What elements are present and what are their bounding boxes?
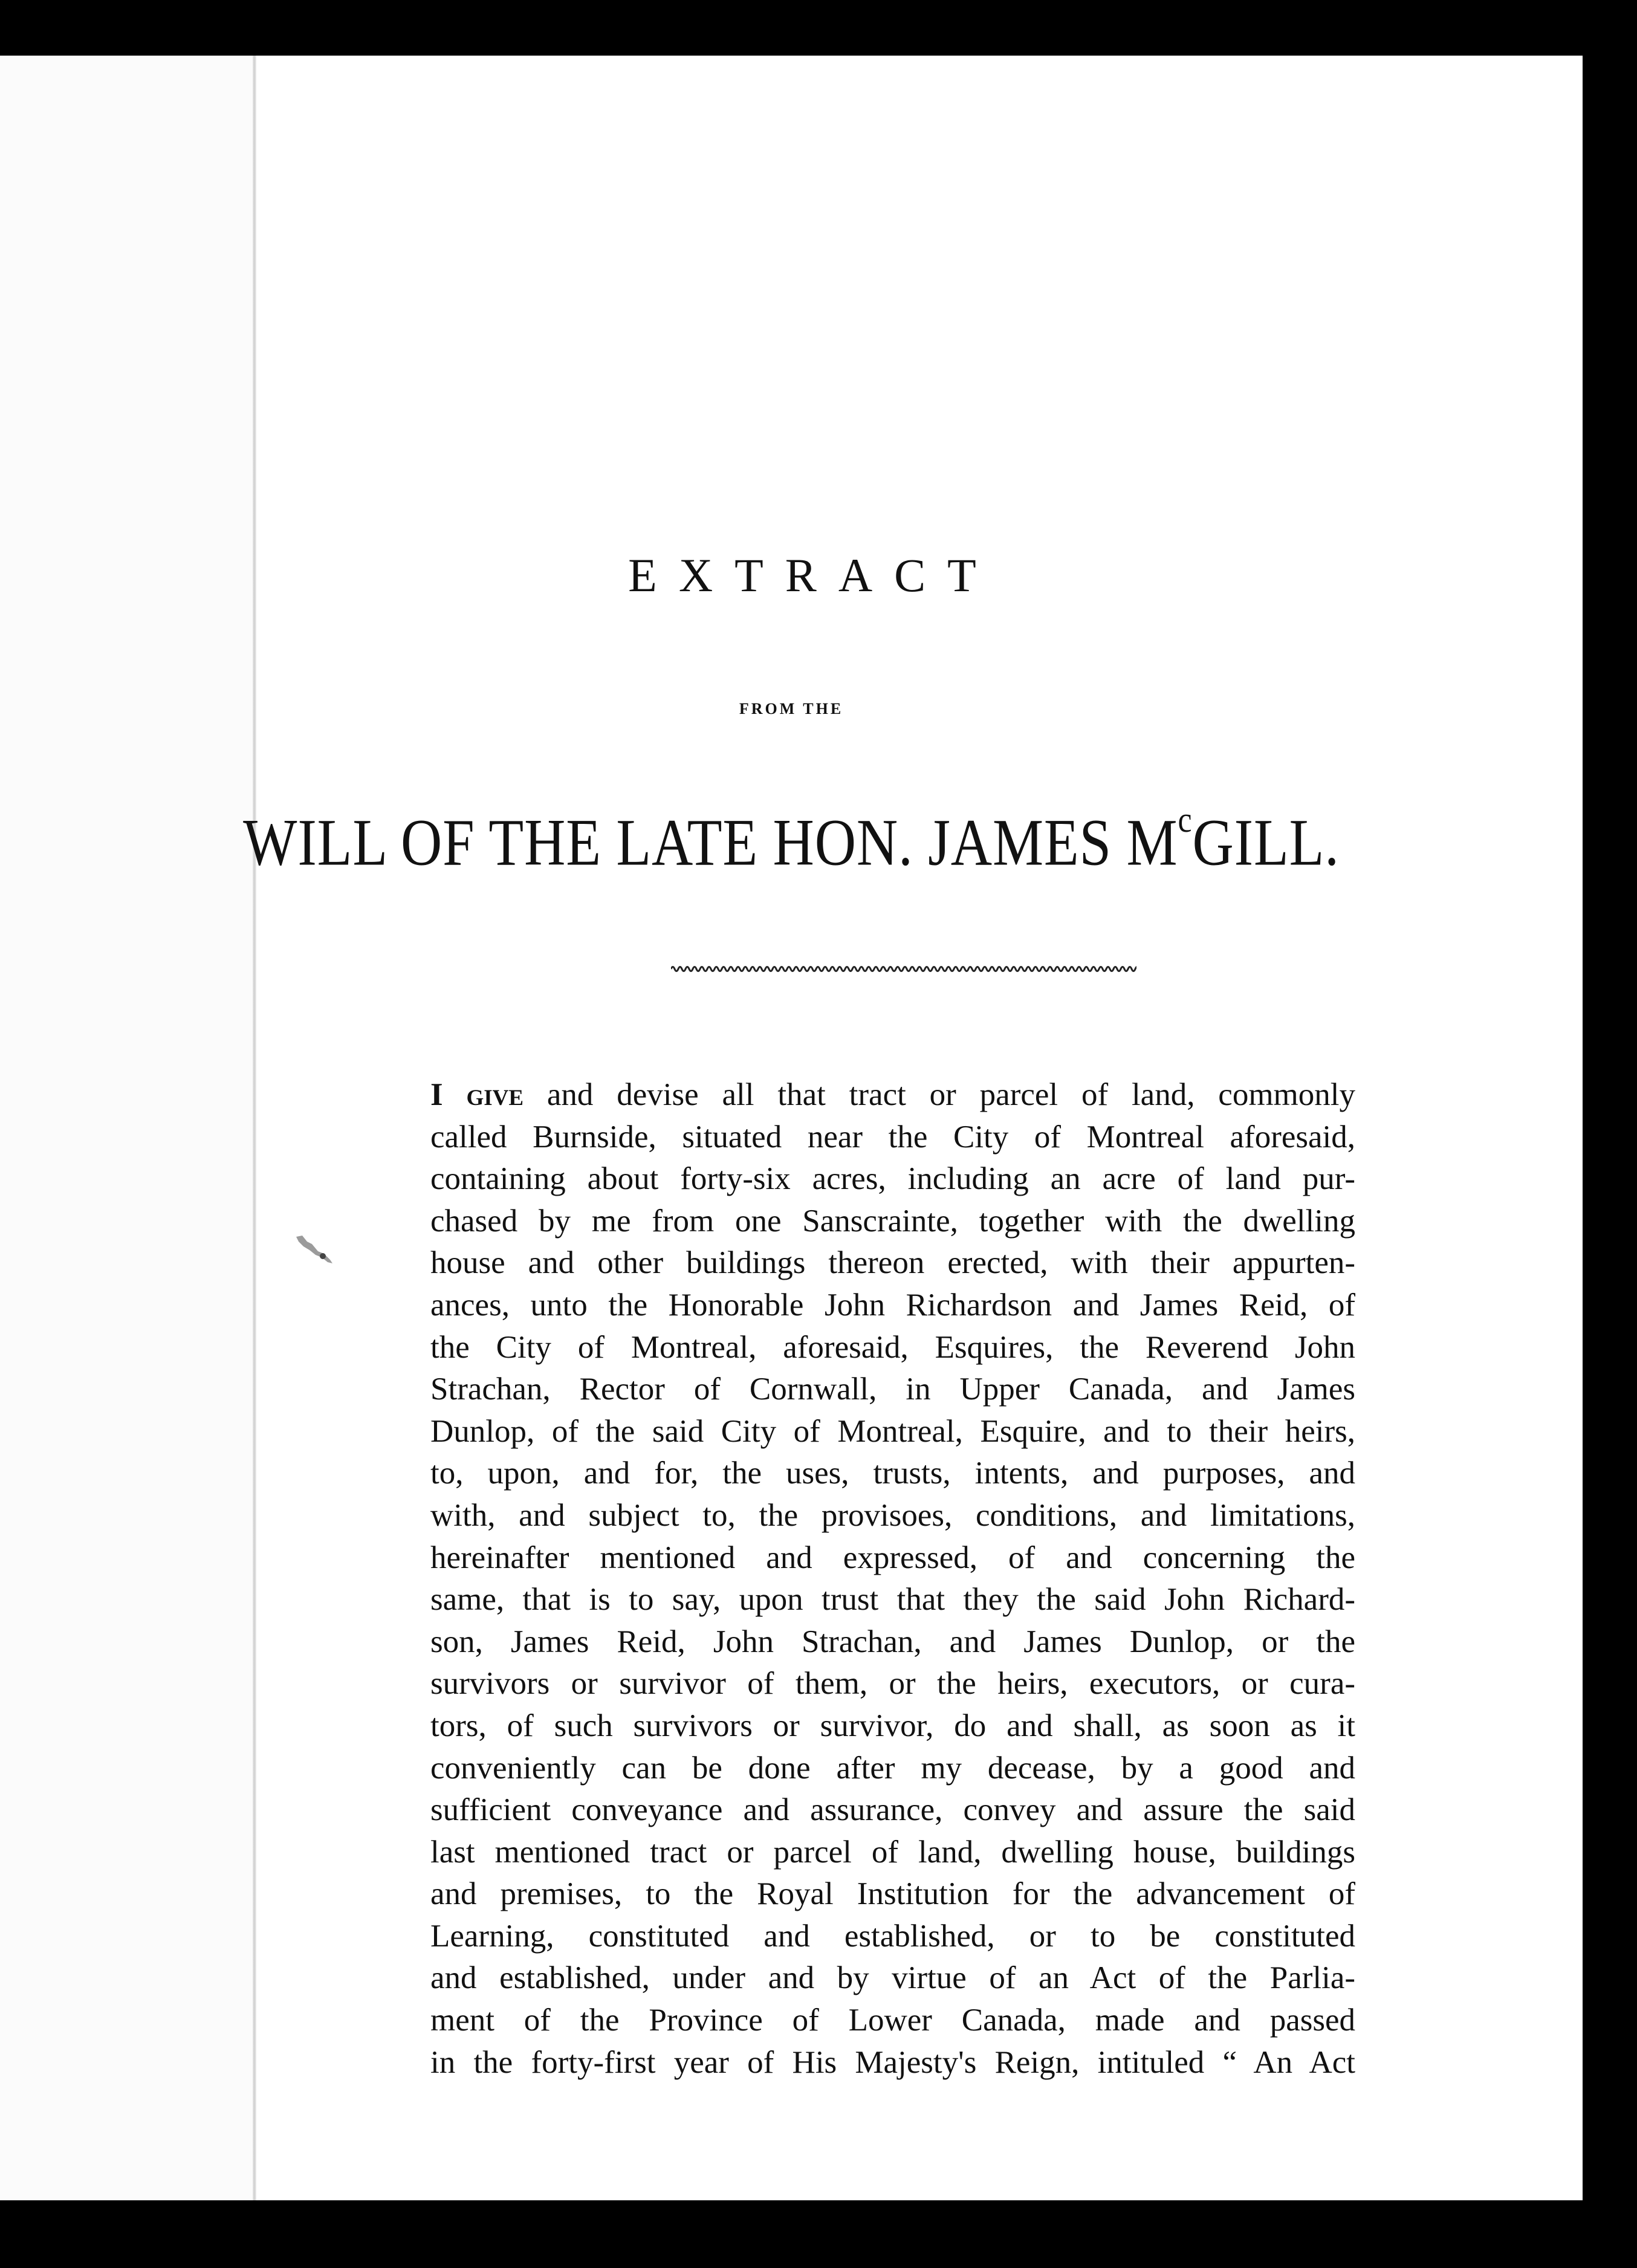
body-line: to, upon, and for, the uses, trusts, intents, and purposes, and (430, 1456, 1355, 1491)
will-title-suffix: GILL. (1192, 805, 1340, 880)
extract-title: EXTRACT (628, 549, 998, 601)
body-line: conveniently can be done after my decease, by a good and (430, 1750, 1355, 1786)
body-line: son, James Reid, John Strachan, and James Dunlop, or the (430, 1624, 1355, 1659)
body-line-first-rest: and devise all that tract or parcel of land, commonly (524, 1077, 1356, 1112)
body-line: chased by me from one Sanscrainte, together with the dwelling (430, 1203, 1355, 1239)
body-line: containing about forty-six acres, including an acre of land pur- (430, 1161, 1355, 1197)
facing-page-edge (0, 56, 253, 2200)
body-line: sufficient conveyance and assurance, convey and assure the said (430, 1792, 1355, 1828)
ink-smudge-mark (294, 1233, 336, 1265)
body-line: in the forty-first year of His Majesty's Reign, intituled “ An Act (430, 2044, 1355, 2080)
from-the-line: FROM THE (739, 700, 844, 718)
wavy-rule-ornament (671, 960, 1136, 978)
body-line: the City of Montreal, aforesaid, Esquires, the Reverend John (430, 1329, 1355, 1365)
page-sheet (0, 56, 1583, 2200)
body-line: last mentioned tract or parcel of land, dwelling house, buildings (430, 1834, 1355, 1870)
will-title-prefix: WILL OF THE LATE HON. JAMES M (243, 805, 1178, 880)
will-title (111, 799, 1471, 881)
body-line: ances, unto the Honorable John Richardson and James Reid, of (430, 1287, 1355, 1323)
body-line: survivors or survivor of them, or the heirs, executors, or cura- (430, 1666, 1355, 1702)
body-line: and established, under and by virtue of an Act of the Parlia- (430, 1960, 1355, 1996)
body-line: hereinafter mentioned and expressed, of and concerning the (430, 1540, 1355, 1575)
body-line: with, and subject to, the provisoes, conditions, and limitations, (430, 1497, 1355, 1533)
body-line: and premises, to the Royal Institution for the advancement of (430, 1876, 1355, 1912)
body-line-first (430, 1074, 1355, 1116)
body-line: ment of the Province of Lower Canada, made and passed (430, 2003, 1355, 2038)
body-line: same, that is to say, upon trust that they the said John Richard- (430, 1582, 1355, 1618)
body-line: called Burnside, situated near the City of Montreal aforesaid, (430, 1119, 1355, 1155)
page-gutter (253, 56, 256, 2200)
body-lead-in: I give (430, 1077, 524, 1112)
body-line: house and other buildings thereon erected, with their appurten- (430, 1245, 1355, 1281)
body-line: Learning, constituted and established, or to be constituted (430, 1918, 1355, 1954)
body-line: tors, of such survivors or survivor, do and shall, as soon as it (430, 1708, 1355, 1743)
body-line: Dunlop, of the said City of Montreal, Esquire, and to their heirs, (430, 1413, 1355, 1449)
will-extract-body (430, 1074, 1355, 2084)
will-title-superscript: c (1178, 800, 1193, 840)
body-line: Strachan, Rector of Cornwall, in Upper Canada, and James (430, 1372, 1355, 1407)
